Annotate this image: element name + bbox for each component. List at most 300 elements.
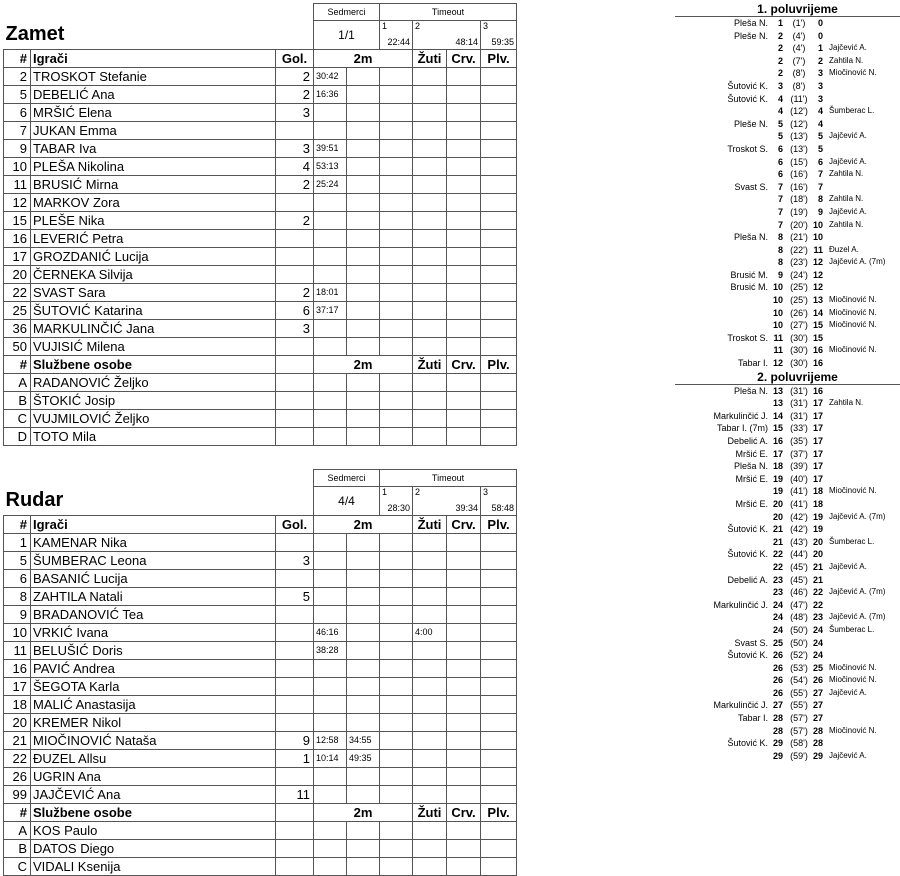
player-yellow	[413, 642, 447, 660]
score-home: 3	[777, 80, 783, 91]
goal-event	[675, 30, 900, 43]
officials-yellow-header: Žuti	[413, 804, 447, 822]
official-2min-2	[347, 392, 380, 410]
player-yellow	[413, 140, 447, 158]
player-goals: 2	[276, 284, 314, 302]
goal-event	[675, 93, 900, 106]
player-blue	[481, 642, 517, 660]
score-home: 15	[773, 423, 784, 434]
official-name: VIDALI Ksenija	[31, 858, 276, 876]
official-yellow	[413, 428, 447, 446]
official-2min-3	[380, 392, 413, 410]
player-name: JAJČEVIĆ Ana	[31, 786, 276, 804]
player-row	[4, 86, 517, 104]
official-yellow	[413, 410, 447, 428]
minute: (15')	[790, 156, 808, 167]
player-goals: 4	[276, 158, 314, 176]
score-home: 19	[773, 486, 784, 497]
player-number: 20	[4, 266, 31, 284]
player-2min-3	[380, 696, 413, 714]
scorer-away: Miočinović N.	[829, 320, 877, 330]
scorer-away: Đuzel A.	[829, 244, 859, 254]
goal-event	[675, 55, 900, 68]
score-away: 6	[817, 156, 823, 167]
minute: (45')	[790, 561, 808, 572]
goal-event	[675, 536, 900, 549]
goal-event	[675, 80, 900, 93]
minute: (55')	[790, 700, 808, 711]
player-yellow	[413, 660, 447, 678]
goal-event	[675, 498, 900, 511]
score-away: 10	[812, 232, 823, 243]
player-2min-2	[347, 320, 380, 338]
score-home: 26	[773, 662, 784, 673]
score-home: 23	[773, 574, 784, 585]
score-away: 17	[812, 461, 823, 472]
scorer-away: Šumberac L.	[829, 106, 875, 116]
score-home: 23	[773, 587, 784, 598]
player-number: 8	[4, 588, 31, 606]
official-blue	[481, 410, 517, 428]
score-away: 28	[812, 738, 823, 749]
player-2min-3	[380, 588, 413, 606]
player-goals: 2	[276, 212, 314, 230]
player-goals	[276, 714, 314, 732]
minute: (42')	[790, 511, 808, 522]
minute: (58')	[790, 738, 808, 749]
player-red	[447, 104, 481, 122]
player-2min-2	[347, 158, 380, 176]
player-yellow	[413, 284, 447, 302]
player-2min-3	[380, 320, 413, 338]
official-2min-1	[314, 428, 347, 446]
player-2min-3	[380, 212, 413, 230]
score-home: 2	[777, 68, 783, 79]
official-red	[447, 428, 481, 446]
goal-event	[675, 17, 900, 30]
scorer-away: Miočinović N.	[829, 295, 877, 305]
player-yellow	[413, 786, 447, 804]
scorer-home: Svast S.	[734, 181, 768, 192]
minute: (19')	[790, 206, 808, 217]
official-name: RADANOVIĆ Željko	[31, 374, 276, 392]
player-number: 20	[4, 714, 31, 732]
player-2min-1: 30:42	[314, 68, 347, 86]
goal-event	[675, 67, 900, 80]
player-blue	[481, 696, 517, 714]
team-name: Zamet	[4, 21, 314, 50]
goal-event	[675, 750, 900, 763]
player-name: ŠEGOTA Karla	[31, 678, 276, 696]
minute: (54')	[790, 675, 808, 686]
player-2min-3	[380, 642, 413, 660]
player-row	[4, 68, 517, 86]
minute: (39')	[790, 461, 808, 472]
player-blue	[481, 588, 517, 606]
goal-event	[675, 219, 900, 232]
player-goals	[276, 606, 314, 624]
minute: (48')	[790, 612, 808, 623]
player-name: KAMENAR Nika	[31, 534, 276, 552]
player-2min-1: 37:17	[314, 302, 347, 320]
minute: (50')	[790, 624, 808, 635]
goal-event	[675, 511, 900, 524]
score-home: 28	[773, 725, 784, 736]
player-red	[447, 212, 481, 230]
scorer-home: Šutović K.	[727, 93, 768, 104]
player-2min-2	[347, 122, 380, 140]
player-2min-3	[380, 302, 413, 320]
officials-red-header: Crv.	[447, 356, 481, 374]
player-2min-1: 16:36	[314, 86, 347, 104]
score-home: 4	[777, 93, 783, 104]
player-row	[4, 320, 517, 338]
player-name: MRŠIĆ Elena	[31, 104, 276, 122]
player-name: UGRIN Ana	[31, 768, 276, 786]
player-2min-1	[314, 588, 347, 606]
sevens-value: 1/1	[314, 21, 380, 50]
score-away: 24	[812, 624, 823, 635]
player-2min-1	[314, 606, 347, 624]
player-row	[4, 176, 517, 194]
player-goals: 11	[276, 786, 314, 804]
score-away: 4	[817, 118, 823, 129]
scorer-away: Miočinović N.	[829, 486, 877, 496]
scorer-home: Tabar I.	[737, 358, 768, 369]
player-number: 12	[4, 194, 31, 212]
official-empty	[276, 374, 314, 392]
second-half-events	[675, 385, 900, 763]
score-away: 11	[813, 244, 823, 255]
score-home: 10	[773, 282, 784, 293]
player-yellow	[413, 678, 447, 696]
score-home: 20	[773, 511, 784, 522]
scorer-home: Debelić A.	[727, 436, 768, 446]
minute: (53')	[790, 662, 808, 673]
player-blue	[481, 570, 517, 588]
player-yellow	[413, 122, 447, 140]
player-2min-2	[347, 104, 380, 122]
player-row	[4, 732, 517, 750]
score-home: 22	[773, 549, 784, 560]
goal-event	[675, 105, 900, 118]
player-yellow	[413, 714, 447, 732]
goal-event	[675, 357, 900, 370]
player-goals	[276, 230, 314, 248]
player-red	[447, 570, 481, 588]
player-number: 22	[4, 750, 31, 768]
player-name: VUJISIĆ Milena	[31, 338, 276, 356]
official-2min-3	[380, 840, 413, 858]
score-away: 27	[812, 700, 823, 711]
player-number: 99	[4, 786, 31, 804]
official-2min-3	[380, 374, 413, 392]
player-2min-2	[347, 140, 380, 158]
minute: (4')	[792, 43, 806, 54]
player-name: DEBELIĆ Ana	[31, 86, 276, 104]
player-2min-1	[314, 786, 347, 804]
player-number: 22	[4, 284, 31, 302]
minute: (11')	[790, 93, 808, 104]
minute: (50')	[790, 637, 808, 648]
player-number: 11	[4, 642, 31, 660]
player-2min-1	[314, 570, 347, 588]
player-row	[4, 624, 517, 642]
player-blue	[481, 212, 517, 230]
minute: (46')	[790, 587, 808, 598]
official-row	[4, 374, 517, 392]
player-number: 17	[4, 678, 31, 696]
scorer-away: Miočinović N.	[829, 675, 877, 685]
goal-event	[675, 611, 900, 624]
goal-event	[675, 712, 900, 725]
player-2min-2	[347, 588, 380, 606]
player-yellow	[413, 338, 447, 356]
scorer-away: Miočinović N.	[829, 68, 877, 78]
scorer-home: Debelić A.	[727, 574, 768, 585]
player-goals	[276, 122, 314, 140]
goal-event	[675, 130, 900, 143]
player-2min-2	[347, 212, 380, 230]
goal-event	[675, 410, 900, 423]
player-2min-2	[347, 624, 380, 642]
official-blue	[481, 822, 517, 840]
player-yellow	[413, 552, 447, 570]
score-away: 17	[812, 423, 823, 434]
minute: (13')	[790, 131, 808, 142]
player-2min-3	[380, 786, 413, 804]
score-home: 8	[777, 244, 783, 255]
score-home: 11	[773, 332, 783, 343]
player-goals	[276, 266, 314, 284]
goal-event	[675, 294, 900, 307]
score-away: 21	[812, 574, 823, 585]
player-number: 6	[4, 570, 31, 588]
official-blue	[481, 840, 517, 858]
minute: (57')	[790, 725, 808, 736]
player-blue	[481, 786, 517, 804]
scorer-home: Pleše N.	[733, 118, 768, 129]
score-away: 19	[812, 511, 823, 522]
score-home: 21	[773, 524, 784, 535]
goal-log	[675, 2, 900, 762]
player-name: ŠUMBERAC Leona	[31, 552, 276, 570]
official-name: ŠTOKIĆ Josip	[31, 392, 276, 410]
goal-event	[675, 473, 900, 486]
col-players-header: Igrači	[31, 516, 276, 534]
team-table-rudar	[3, 469, 516, 876]
score-home: 25	[773, 637, 784, 648]
player-yellow	[413, 732, 447, 750]
player-2min-1	[314, 266, 347, 284]
player-row	[4, 696, 517, 714]
player-2min-2	[347, 606, 380, 624]
minute: (59')	[790, 750, 808, 761]
player-row	[4, 714, 517, 732]
player-goals: 3	[276, 104, 314, 122]
player-name: ĐUZEL Allsu	[31, 750, 276, 768]
player-number: 10	[4, 158, 31, 176]
minute: (13')	[790, 143, 808, 154]
player-row	[4, 660, 517, 678]
score-away: 4	[817, 106, 823, 117]
score-home: 5	[777, 131, 783, 142]
player-name: MARKOV Zora	[31, 194, 276, 212]
minute: (21')	[790, 232, 808, 243]
scorer-home: Mršić E.	[735, 473, 768, 484]
official-2min-2	[347, 374, 380, 392]
official-row	[4, 428, 517, 446]
player-row	[4, 588, 517, 606]
minute: (12')	[790, 106, 808, 117]
minute: (31')	[790, 398, 808, 409]
player-2min-1	[314, 338, 347, 356]
player-red	[447, 176, 481, 194]
score-away: 21	[812, 561, 823, 572]
player-red	[447, 284, 481, 302]
score-home: 16	[773, 436, 784, 446]
timeout-1: 1 28:30	[380, 487, 413, 516]
player-red	[447, 642, 481, 660]
score-away: 7	[817, 181, 823, 192]
score-away: 0	[817, 30, 823, 41]
player-goals: 1	[276, 750, 314, 768]
player-2min-3	[380, 606, 413, 624]
officials-yellow-header: Žuti	[413, 356, 447, 374]
official-red	[447, 840, 481, 858]
minute: (43')	[790, 536, 808, 547]
player-blue	[481, 338, 517, 356]
player-number: 16	[4, 660, 31, 678]
player-2min-3	[380, 732, 413, 750]
goal-event	[675, 699, 900, 712]
minute: (24')	[790, 269, 808, 280]
team-table-zamet	[3, 3, 516, 446]
score-home: 11	[773, 345, 783, 356]
scorer-home: Pleša N.	[733, 461, 768, 472]
player-name: BRADANOVIĆ Tea	[31, 606, 276, 624]
score-away: 27	[812, 687, 823, 698]
player-goals: 3	[276, 320, 314, 338]
score-away: 15	[812, 320, 823, 331]
score-home: 19	[773, 473, 784, 484]
col-number-header: #	[4, 516, 31, 534]
player-yellow	[413, 570, 447, 588]
official-empty	[276, 822, 314, 840]
player-2min-2: 34:55	[347, 732, 380, 750]
player-goals: 6	[276, 302, 314, 320]
score-away: 25	[812, 662, 823, 673]
minute: (23')	[790, 257, 808, 268]
score-home: 6	[777, 143, 783, 154]
goal-event	[675, 269, 900, 282]
player-2min-2	[347, 768, 380, 786]
officials-header: Službene osobe	[31, 804, 276, 822]
player-2min-3	[380, 104, 413, 122]
player-2min-1	[314, 320, 347, 338]
player-goals	[276, 338, 314, 356]
player-yellow	[413, 104, 447, 122]
player-2min-1	[314, 230, 347, 248]
score-home: 22	[773, 561, 784, 572]
player-number: 25	[4, 302, 31, 320]
player-row	[4, 140, 517, 158]
player-blue	[481, 266, 517, 284]
player-2min-3	[380, 768, 413, 786]
goal-event	[675, 523, 900, 536]
col-red-header: Crv.	[447, 50, 481, 68]
player-name: VRKIĆ Ivana	[31, 624, 276, 642]
scorer-home: Markulinčić J.	[713, 700, 768, 711]
goal-event	[675, 344, 900, 357]
score-away: 16	[812, 385, 823, 396]
player-number: 21	[4, 732, 31, 750]
score-away: 29	[812, 750, 823, 761]
goal-event	[675, 319, 900, 332]
official-2min-1	[314, 374, 347, 392]
scorer-away: Jajčević A.	[829, 206, 867, 216]
minute: (16')	[790, 181, 808, 192]
official-2min-2	[347, 822, 380, 840]
score-home: 7	[777, 194, 783, 205]
player-row	[4, 338, 517, 356]
score-home: 8	[777, 232, 783, 243]
col-yellow-header: Žuti	[413, 50, 447, 68]
player-red	[447, 68, 481, 86]
player-yellow	[413, 248, 447, 266]
scorer-home: Pleše N.	[733, 30, 768, 41]
minute: (7')	[792, 55, 806, 66]
score-away: 3	[817, 80, 823, 91]
player-row	[4, 786, 517, 804]
minute: (30')	[790, 358, 808, 369]
minute: (4')	[792, 30, 806, 41]
player-red	[447, 768, 481, 786]
score-home: 4	[777, 106, 783, 117]
scorer-away: Zahtila N.	[829, 398, 864, 408]
goal-event	[675, 256, 900, 269]
score-home: 28	[773, 713, 784, 724]
officials-hash: #	[4, 804, 31, 822]
minute: (25')	[790, 282, 808, 293]
player-2min-1: 10:14	[314, 750, 347, 768]
official-letter: D	[4, 428, 31, 446]
score-away: 5	[817, 131, 823, 142]
player-yellow	[413, 534, 447, 552]
player-yellow	[413, 588, 447, 606]
player-number: 5	[4, 86, 31, 104]
goal-event	[675, 737, 900, 750]
player-number: 16	[4, 230, 31, 248]
col-number-header: #	[4, 50, 31, 68]
scorer-home: Troskot S.	[727, 143, 768, 154]
scorer-home: Markulinčić J.	[713, 410, 768, 421]
officials-blue-header: Plv.	[481, 804, 517, 822]
minute: (44')	[790, 549, 808, 560]
player-yellow	[413, 768, 447, 786]
player-row	[4, 642, 517, 660]
player-2min-1: 38:28	[314, 642, 347, 660]
score-away: 15	[812, 332, 823, 343]
official-2min-2	[347, 428, 380, 446]
score-away: 2	[817, 55, 823, 66]
score-home: 10	[773, 320, 784, 331]
official-letter: B	[4, 840, 31, 858]
player-name: BELUŠIĆ Doris	[31, 642, 276, 660]
score-home: 13	[773, 385, 784, 396]
scoresheet-table	[3, 3, 517, 446]
official-blue	[481, 392, 517, 410]
